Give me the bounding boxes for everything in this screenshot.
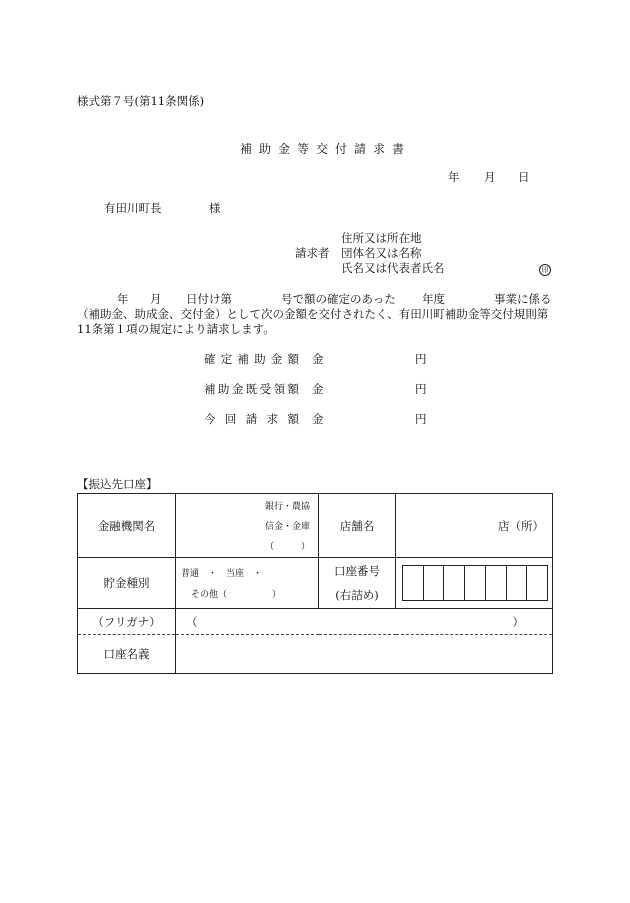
table-row (78, 635, 553, 674)
branch-input[interactable] (396, 494, 553, 558)
body-number: 号で額の確定のあった (281, 292, 396, 306)
bank-account-table (77, 493, 553, 674)
amount-label-request: 今回請求額 (204, 412, 299, 426)
account-number-label: 口座番号 (334, 564, 380, 578)
institution-type-line-2: 信金・金庫 (264, 522, 310, 532)
account-number-boxes[interactable] (402, 565, 548, 601)
amount-unit-request: 円 (415, 412, 427, 426)
digit-box[interactable] (444, 566, 465, 600)
furigana-label: （フリガナ） (78, 609, 176, 635)
digit-box[interactable] (527, 566, 547, 600)
account-number-input[interactable] (396, 558, 553, 609)
applicant-address-label: 住所又は所在地 (341, 231, 422, 245)
branch-label: 店舗名 (319, 494, 396, 558)
body-line-3: 11条第１項の規定により請求します。 (77, 322, 275, 336)
digit-box[interactable] (465, 566, 486, 600)
digit-box[interactable] (486, 566, 507, 600)
addressee-honorific: 様 (209, 201, 221, 215)
holder-input[interactable] (176, 635, 553, 674)
amount-prefix-request: 金 (312, 412, 324, 426)
applicant-name-label: 氏名又は代表者氏名 (341, 261, 445, 275)
applicant-organization-label: 団体名又は名称 (341, 246, 422, 260)
furigana-input[interactable] (176, 609, 553, 635)
addressee-name: 有田川町長 (104, 201, 162, 215)
account-number-note: (右詰め) (335, 588, 379, 602)
body-fiscal: 年度 (422, 292, 445, 306)
holder-label: 口座名義 (78, 635, 176, 674)
body-project: 事業に係る (494, 292, 552, 306)
date-year: 年 (448, 170, 460, 184)
deposit-type-label: 貯金種別 (78, 558, 176, 609)
document-title: 補助金等交付請求書 (240, 142, 412, 156)
body-line-2: （補助金、助成金、交付金）として次の金額を交付されたく、有田川町補助金等交付規則第 (77, 307, 549, 321)
date-day: 日 (518, 170, 530, 184)
form-number: 様式第７号(第11条関係) (77, 94, 205, 108)
amount-unit-received: 円 (415, 382, 427, 396)
date-month: 月 (484, 170, 496, 184)
digit-box[interactable] (507, 566, 528, 600)
account-number-cell (319, 558, 396, 609)
amount-label-confirmed: 確定補助金額 (204, 352, 299, 366)
amount-label-received: 補助金既受領額 (204, 382, 299, 396)
body-month: 月 (150, 292, 162, 306)
amount-prefix-received: 金 (312, 382, 324, 396)
body-date: 日付け第 (186, 292, 232, 306)
seal-mark (539, 263, 551, 276)
applicant-label: 請求者 (295, 246, 330, 260)
amount-unit-confirmed: 円 (415, 352, 427, 366)
digit-box[interactable] (424, 566, 445, 600)
amount-prefix-confirmed: 金 (312, 352, 324, 366)
body-year: 年 (117, 292, 129, 306)
digit-box[interactable] (403, 566, 424, 600)
branch-suffix: 店（所） (498, 518, 544, 533)
bank-account-heading: 【振込先口座】 (77, 477, 158, 491)
deposit-option-line-2: その他（ ） (191, 590, 282, 600)
institution-type-line-3: （ ） (264, 542, 310, 552)
deposit-type-options[interactable] (176, 558, 319, 609)
furigana-close-paren: ） (512, 614, 524, 629)
deposit-option-line-1: 普通 ・ 当座 ・ (181, 569, 263, 579)
furigana-open-paren: （ (186, 614, 198, 629)
institution-input[interactable] (176, 494, 319, 558)
institution-type-line-1: 銀行・農協 (264, 502, 310, 512)
institution-label: 金融機関名 (78, 494, 176, 558)
table-row (78, 558, 553, 609)
seal-icon: 印 (539, 264, 551, 276)
table-row (78, 494, 553, 558)
table-row (78, 609, 553, 635)
